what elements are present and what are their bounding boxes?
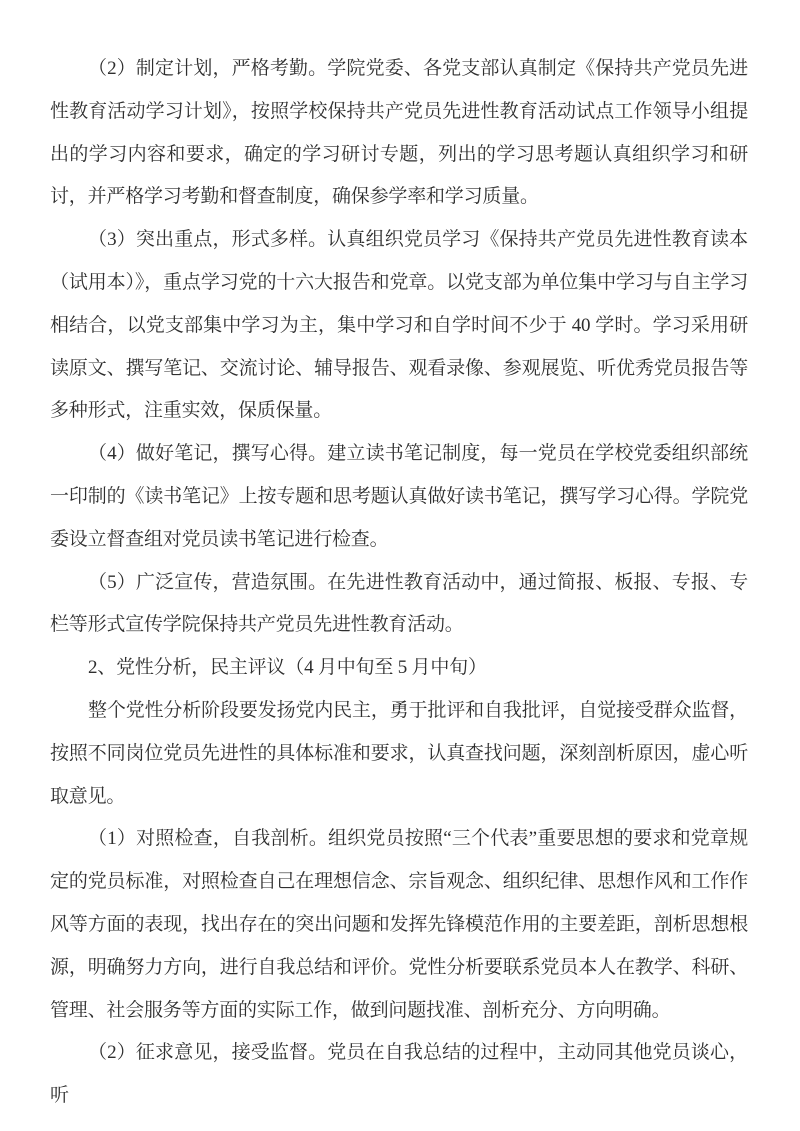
document-body-text xyxy=(50,48,748,1118)
paragraph-publicity: （5）广泛宣传，营造氛围。在先进性教育活动中，通过简报、板报、专报、专栏等形式宣传学院保持共产党员先进性教育活动。 xyxy=(50,571,748,636)
paragraph-highlight-key-points: （3）突出重点，形式多样。认真组织党员学习《保持共产党员先进性教育读本（试用本）》，重点学习党的十六大报告和党章。以党支部为单位集中学习与自主学习相结合，以党支部集中学习为主，集中学习和自学时间不少于 40 学时。学习采用研读原文、撰写笔记、交流讨论、辅导报告、观看录像、参观展览、听优秀党员报告等多种形式，注重实效，保质保量。 xyxy=(50,229,748,422)
paragraph-self-examination: （1）对照检查，自我剖析。组织党员按照“三个代表”重要思想的要求和党章规定的党员标准，对照检查自己在理想信念、宗旨观念、组织纪律、思想作风和工作作风等方面的表现，找出存在的突出问题和发挥先锋模范作用的主要差距，剖析思想根源，明确努力方向，进行自我总结和评价。党性分析要联系党员本人在教学、科研、管理、社会服务等方面的实际工作，做到问题找准、剖析充分、方向明确。 xyxy=(50,828,748,1021)
paragraph-analysis-overview: 整个党性分析阶段要发扬党内民主，勇于批评和自我批评，自觉接受群众监督，按照不同岗位党员先进性的具体标准和要求，认真查找问题，深刻剖析原因，虚心听取意见。 xyxy=(50,699,748,807)
paragraph-seek-opinions: （2）征求意见，接受监督。党员在自我总结的过程中，主动同其他党员谈心，听 xyxy=(50,1042,748,1107)
section-heading-party-analysis: 2、党性分析，民主评议（4 月中旬至 5 月中旬） xyxy=(88,657,487,679)
paragraph-make-plan: （2）制定计划，严格考勤。学院党委、各党支部认真制定《保持共产党员先进性教育活动学习计划》，按照学校保持共产党员先进性教育活动试点工作领导小组提出的学习内容和要求，确定的学习研讨专题，列出的学习思考题认真组织学习和研讨，并严格学习考勤和督查制度，确保参学率和学习质量。 xyxy=(50,58,748,208)
paragraph-take-notes: （4）做好笔记，撰写心得。建立读书笔记制度，每一党员在学校党委组织部统一印制的《读书笔记》上按专题和思考题认真做好读书笔记，撰写学习心得。学院党委设立督查组对党员读书笔记进行检查。 xyxy=(50,443,748,550)
